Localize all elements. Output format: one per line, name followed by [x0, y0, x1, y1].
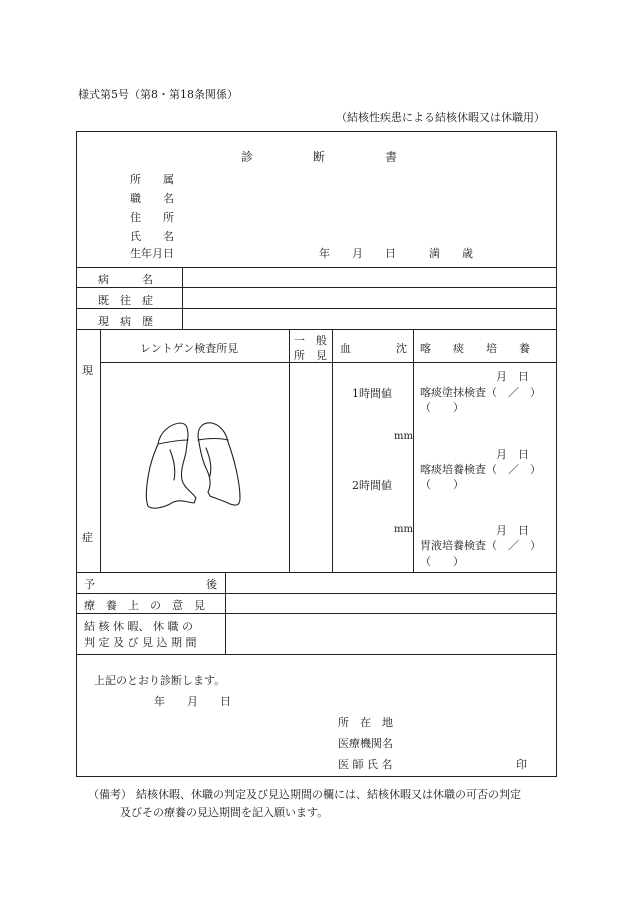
blood-header-right: 沈: [396, 342, 407, 355]
prognosis-label-left: 予: [84, 578, 95, 591]
birth-label: 生年月日: [130, 247, 174, 260]
findings-side-col: [100, 329, 101, 572]
address-label: 住 所: [130, 211, 174, 224]
diagnosis-date: 年 月 日: [154, 695, 231, 708]
sputum-smear-result: （ ）: [420, 401, 464, 414]
xray-header: レントゲン検査所見: [140, 342, 239, 355]
side-label-top: 現: [82, 364, 93, 377]
leave-label-line1: 結 核 休 暇、 休 職 の: [84, 620, 193, 633]
form-subtitle: （結核性疾患による結核休暇又は休職用）: [336, 111, 545, 124]
findings-bottom: [76, 572, 557, 573]
past-history-label: 既 往 症: [98, 294, 153, 307]
side-label-bottom: 症: [82, 531, 93, 544]
name-label: 氏 名: [130, 230, 174, 243]
disease-label: 病 名: [98, 273, 153, 286]
institution-label: 医療機関名: [338, 737, 393, 750]
blood-1h-unit: mm: [394, 431, 413, 442]
frame-top: [76, 131, 557, 132]
note-line-1: 結核休暇、休職の判定及び見込期間の欄には、結核休暇又は休職の可否の判定: [136, 788, 521, 801]
findings-header-bottom: [100, 362, 557, 363]
divider-disease-top: [76, 267, 557, 268]
affiliation-label: 所 属: [130, 173, 174, 186]
prognosis-label-right: 後: [206, 578, 217, 591]
general-header-2: 所 見: [294, 349, 327, 362]
divider-care-bottom: [76, 613, 557, 614]
divider-rows-col: [182, 267, 183, 329]
sputum-culture-date: 月 日: [496, 448, 529, 461]
findings-col-general: [289, 329, 290, 572]
gastric-culture-result: （ ）: [420, 555, 464, 568]
position-label: 職 名: [130, 192, 174, 205]
form-number: 様式第5号（第8・第18条関係）: [78, 88, 238, 101]
divider-leave-bottom: [76, 654, 557, 655]
frame-bottom: [76, 776, 557, 777]
blood-header-left: 血: [340, 342, 351, 355]
gastric-culture-date: 月 日: [496, 524, 529, 537]
seal-mark: 印: [516, 758, 527, 771]
sputum-smear-test: 喀痰塗抹検査（ ／ ）: [420, 386, 541, 399]
leave-label-line2: 判 定 及 び 見 込 期 間: [84, 636, 197, 649]
document-title: 診 断 書: [241, 150, 398, 164]
sputum-header: 喀 痰 培 養: [420, 342, 530, 355]
note-line-2: 及びその療養の見込期間を記入願います。: [120, 806, 329, 819]
findings-col-blood: [332, 329, 333, 572]
blood-1h-label: 1時間値: [352, 387, 392, 400]
care-opinion-label: 療 養 上 の 意 見: [84, 599, 205, 612]
present-history-label: 現 病 歴: [98, 315, 153, 328]
divider-prognosis-bottom: [76, 593, 557, 594]
blood-2h-label: 2時間値: [352, 479, 392, 492]
frame-left: [76, 131, 77, 777]
diagnosis-statement: 上記のとおり診断します。: [94, 674, 226, 687]
birth-format: 年 月 日 満 歳: [319, 247, 473, 260]
gastric-culture-test: 胃液培養検査（ ／ ）: [420, 539, 541, 552]
findings-col-sputum: [413, 329, 414, 572]
sputum-culture-test: 喀痰培養検査（ ／ ）: [420, 463, 541, 476]
location-label: 所 在 地: [338, 716, 393, 729]
sputum-culture-result: （ ）: [420, 478, 464, 491]
note-label: （備考）: [88, 788, 132, 801]
doctor-label: 医 師 氏 名: [338, 758, 393, 771]
divider-present-bottom: [76, 329, 557, 330]
frame-right: [556, 131, 557, 777]
divider-past-bottom: [76, 308, 557, 309]
sputum-smear-date: 月 日: [496, 370, 529, 383]
divider-disease-bottom: [76, 287, 557, 288]
lung-diagram-icon: [140, 418, 250, 522]
blood-2h-unit: mm: [394, 524, 413, 535]
general-header-1: 一 般: [294, 334, 327, 347]
divider-lower-col: [225, 572, 226, 654]
